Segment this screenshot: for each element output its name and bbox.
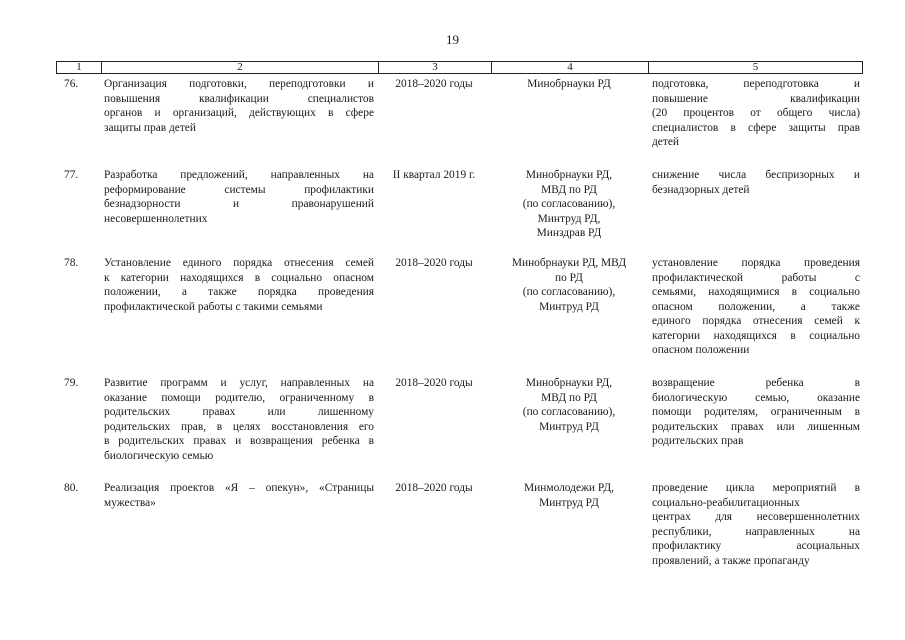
result-text-line: безнадзорных детей xyxy=(652,183,750,196)
measure-text xyxy=(104,168,374,226)
executors-text-line: Минтруд РД xyxy=(539,300,599,313)
executors-text xyxy=(494,168,644,241)
executors-text-line: Минтруд РД xyxy=(539,420,599,433)
result-text-line: единого порядка отнесения семей к xyxy=(652,315,860,327)
result-text-line: возвращение ребенка в xyxy=(652,377,860,389)
measure-text-line: реформирование системы профилактики xyxy=(104,183,374,196)
measure-text-line: защиты прав детей xyxy=(104,121,196,134)
measure-text-line: Развитие программ и услуг, направленных на xyxy=(104,377,374,389)
measure-text-line: повышения квалификации специалистов xyxy=(104,92,374,105)
result-text-line: снижение числа беспризорных и xyxy=(652,169,860,181)
measure-text xyxy=(104,481,374,510)
header-col-5: 5 xyxy=(752,61,759,73)
measure-text-line: положении, а также порядка проведения xyxy=(104,286,374,298)
executors-text-line: Минобрнауки РД, xyxy=(525,377,613,389)
result-text-line: семьями, находящимися в социально xyxy=(652,286,860,298)
result-text-line: подготовка, переподготовка и xyxy=(652,78,860,90)
result-text-line: родительских правах или лишенным xyxy=(652,420,860,433)
measure-text-line: несовершеннолетних xyxy=(104,212,208,225)
result-text-line: категории находящихся в социально xyxy=(652,329,860,342)
result-text-line: специалистов в сфере защиты прав xyxy=(652,121,860,134)
measure-text-line: в родительских правах и возвращения ребенка в xyxy=(104,435,374,447)
measure-text-line: родительских правах или лишенному xyxy=(104,406,374,418)
table-header-row xyxy=(56,61,863,74)
row-number: 80. xyxy=(64,482,79,494)
executors-text xyxy=(494,481,644,510)
measure-text-line: Установление единого порядка отнесения семей xyxy=(104,257,374,269)
row-number: 78. xyxy=(64,257,79,269)
period-text-line: II квартал 2019 г. xyxy=(392,169,476,181)
result-text-line: помощи родителям, ограниченным в xyxy=(652,406,860,418)
measure-text-line: Организация подготовки, переподготовки и xyxy=(104,78,374,90)
result-text-line: (20 процентов от общего числа) xyxy=(652,107,860,119)
result-text-line: профилактической работы с xyxy=(652,271,860,284)
result-text-line: опасном положении, а также xyxy=(652,300,860,313)
header-col-3: 3 xyxy=(432,61,438,73)
executors-text xyxy=(494,256,644,314)
executors-text-line: Минобрнауки РД xyxy=(527,78,611,90)
executors-text-line: Минтруд РД xyxy=(539,496,599,509)
measure-text-line: родительских прав, в целях восстановления его xyxy=(104,420,374,433)
executors-text-line: МВД по РД xyxy=(541,391,597,404)
executors-text-line: Минобрнауки РД, МВД xyxy=(511,257,627,269)
result-text xyxy=(652,256,860,358)
result-text-line: проявлений, а также пропаганду xyxy=(652,554,810,567)
executors-text-line: (по согласованию), xyxy=(522,406,616,418)
measure-text xyxy=(104,376,374,463)
measure-text-line: профилактической работы с такими семьями xyxy=(104,300,323,313)
period-text-line: 2018–2020 годы xyxy=(395,257,473,269)
result-text xyxy=(652,77,860,150)
measure-text-line: к категории находящихся в социально опасном xyxy=(104,271,374,284)
executors-text-line: Минобрнауки РД, xyxy=(525,169,613,181)
row-number: 76. xyxy=(64,78,79,90)
header-col-2: 2 xyxy=(237,61,243,73)
row-number: 79. xyxy=(64,377,79,389)
result-text-line: установление порядка проведения xyxy=(652,257,860,269)
period-text xyxy=(378,256,490,271)
result-text-line: центрах для несовершеннолетних xyxy=(652,511,860,523)
result-text-line: детей xyxy=(652,136,679,148)
measure-text-line: безнадзорности и правонарушений xyxy=(104,198,374,210)
result-text-line: опасном положении xyxy=(652,344,750,356)
measure-text-line: мужества» xyxy=(104,496,156,509)
result-text-line: социально-реабилитационных xyxy=(652,496,800,509)
result-text xyxy=(652,481,860,568)
period-text xyxy=(378,77,490,92)
measure-text-line: оказание помощи родителю, ограниченному в xyxy=(104,391,374,404)
measure-text-line: органов и организаций, действующих в сфере xyxy=(104,107,374,119)
result-text-line: родительских прав xyxy=(652,435,744,447)
period-text-line: 2018–2020 годы xyxy=(395,482,473,494)
result-text-line: повышение квалификации xyxy=(652,92,860,105)
header-col-1: 1 xyxy=(76,61,82,73)
executors-text-line: Минтруд РД, xyxy=(537,212,601,225)
period-text xyxy=(378,481,490,496)
executors-text xyxy=(494,77,644,92)
executors-text-line: (по согласованию), xyxy=(522,286,616,298)
executors-text-line: по РД xyxy=(555,271,583,284)
executors-text-line: Минмолодежи РД, xyxy=(524,482,614,494)
row-number: 77. xyxy=(64,169,79,181)
header-col-4: 4 xyxy=(567,61,573,73)
result-text xyxy=(652,376,860,449)
period-text xyxy=(378,168,490,183)
period-text-line: 2018–2020 годы xyxy=(395,377,473,389)
result-text-line: биологическую семью, оказание xyxy=(652,391,860,404)
measure-text xyxy=(104,256,374,314)
period-text-line: 2018–2020 годы xyxy=(395,78,473,90)
period-text xyxy=(378,376,490,391)
measure-text-line: биологическую семью xyxy=(104,449,214,462)
executors-text-line: МВД по РД xyxy=(541,183,597,196)
executors-text-line: (по согласованию), xyxy=(522,198,616,210)
page-number: 19 xyxy=(446,32,459,47)
measure-text-line: Разработка предложений, направленных на xyxy=(104,169,374,181)
measure-text-line: Реализация проектов «Я – опекун», «Страницы xyxy=(104,482,374,494)
result-text xyxy=(652,168,860,197)
result-text-line: проведение цикла мероприятий в xyxy=(652,482,860,494)
result-text-line: республики, направленных на xyxy=(652,525,860,538)
executors-text xyxy=(494,376,644,434)
executors-text-line: Минздрав РД xyxy=(536,227,602,239)
measure-text xyxy=(104,77,374,135)
result-text-line: профилактику асоциальных xyxy=(652,540,860,552)
